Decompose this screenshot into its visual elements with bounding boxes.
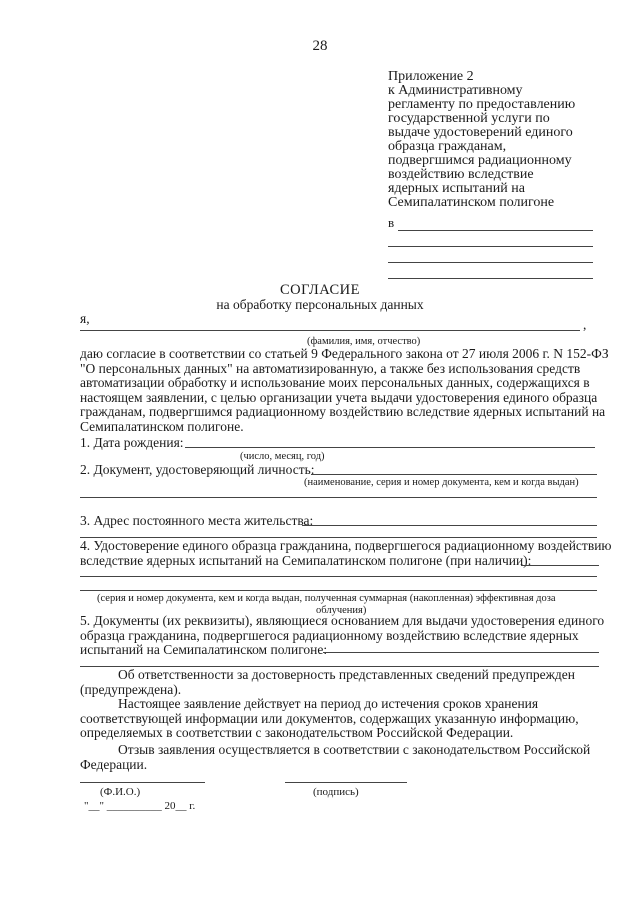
addressee-block	[388, 216, 593, 279]
name-field[interactable]	[80, 318, 580, 331]
appendix-line: Семипалатинском полигоне	[388, 195, 555, 210]
addressee-field[interactable]	[398, 218, 593, 231]
page-number: 28	[312, 38, 328, 54]
address-field-extra[interactable]	[80, 531, 597, 538]
signature-field[interactable]	[285, 774, 407, 783]
document-subtitle: на обработку персональных данных	[216, 297, 424, 312]
appendix-line: воздействию вследствие	[388, 167, 534, 182]
name-hint: (фамилия, имя, отчество)	[307, 336, 421, 347]
revocation-paragraph	[80, 743, 604, 772]
document-hint: (наименование, серия и номер документа, кем и когда выдан)	[304, 477, 579, 488]
address-field[interactable]	[302, 515, 597, 526]
i-label: я,	[80, 311, 90, 326]
birth-date-field[interactable]	[185, 437, 595, 448]
revocation-line: Федерации.	[80, 756, 148, 772]
document-title: СОГЛАСИЕ	[279, 282, 361, 298]
documents-line: испытаний на Семипалатинском полигоне:	[80, 642, 328, 658]
documents-field-extra[interactable]	[80, 660, 599, 667]
appendix-line: образца гражданам,	[388, 139, 507, 154]
appendix-line: регламенту по предоставлению	[388, 97, 576, 112]
appendix-line: к Административному	[388, 83, 523, 98]
responsibility-line: (предупреждена).	[80, 681, 182, 697]
certificate-field-extra[interactable]	[80, 584, 597, 591]
appendix-line: государственной услуги по	[388, 111, 550, 126]
appendix-line: ядерных испытаний на	[388, 181, 525, 196]
document-field-extra[interactable]	[80, 487, 597, 498]
validity-line: соответствующей информации или документов, содержащих указанную информацию,	[80, 710, 579, 726]
appendix-block	[388, 70, 618, 210]
validity-line: Настоящее заявление действует на период до истечения сроков хранения	[118, 696, 539, 711]
address-label: 3. Адрес постоянного места жительства:	[80, 513, 314, 528]
validity-line: определяемых в соответствии с законодательством Российской Федерации.	[80, 725, 514, 741]
certificate-hint: (серия и номер документа, кем и когда выдан, полученная суммарная (накопленная) эффективная доза	[97, 593, 556, 604]
documents-line: образца гражданина, подвергшегося радиационному воздействию вследствие ядерных	[80, 627, 579, 643]
date-field[interactable]: "__" __________ 20__ г.	[84, 800, 196, 812]
birth-date-hint: (число, месяц, год)	[240, 451, 325, 462]
consent-line: даю согласие в соответствии со статьей 9 Федерального закона от 27 июля 2006 г. N 152-ФЗ	[80, 346, 609, 361]
birth-date-label: 1. Дата рождения:	[80, 435, 184, 450]
consent-line: Семипалатинском полигоне.	[80, 418, 244, 434]
appendix-line: подвергшимся радиационному	[388, 153, 572, 168]
consent-paragraph	[80, 346, 609, 435]
validity-paragraph	[80, 697, 604, 741]
certificate-field[interactable]	[521, 555, 599, 566]
signature-hint: (подпись)	[313, 786, 359, 798]
addressee-first-line	[388, 216, 593, 231]
document-field[interactable]	[311, 464, 597, 475]
appendix-line: выдаче удостоверений единого	[388, 125, 573, 140]
addressee-field[interactable]	[388, 231, 593, 247]
consent-line: гражданам, подвергшимся радиационному воздействию вследствие ядерных испытаний на	[80, 404, 606, 420]
fio-hint: (Ф.И.О.)	[100, 786, 141, 798]
consent-line: "О персональных данных" на автоматизированную, а также без использования средств	[80, 360, 581, 376]
addressee-prefix: в	[388, 215, 395, 230]
certificate-field-extra[interactable]	[80, 570, 597, 577]
addressee-field[interactable]	[388, 247, 593, 263]
responsibility-paragraph	[80, 668, 604, 697]
certificate-line: 4. Удостоверение единого образца гражданина, подвергшегося радиационному воздействию	[80, 538, 612, 553]
consent-line: настоящем заявлении, с целью организации учета выдачи удостоверения единого образца	[80, 389, 598, 405]
revocation-line: Отзыв заявления осуществляется в соответствии с законодательством Российской	[118, 742, 591, 757]
name-field-comma: ,	[583, 317, 587, 332]
fio-field[interactable]	[80, 774, 205, 783]
document-label: 2. Документ, удостоверяющий личность:	[80, 462, 315, 477]
appendix-line: Приложение 2	[388, 69, 474, 84]
documents-line: 5. Документы (их реквизиты), являющиеся основанием для выдачи удостоверения единого	[80, 613, 605, 628]
responsibility-line: Об ответственности за достоверность представленных сведений предупрежден	[118, 667, 575, 682]
documents-field[interactable]	[323, 644, 599, 653]
consent-line: автоматизации обработку и использование моих персональных данных, содержащихся в	[80, 375, 590, 391]
certificate-line: вследствие ядерных испытаний на Семипалатинском полигоне (при наличии):	[80, 552, 532, 568]
addressee-field[interactable]	[388, 263, 593, 279]
certificate-hint: облучения)	[316, 605, 367, 616]
